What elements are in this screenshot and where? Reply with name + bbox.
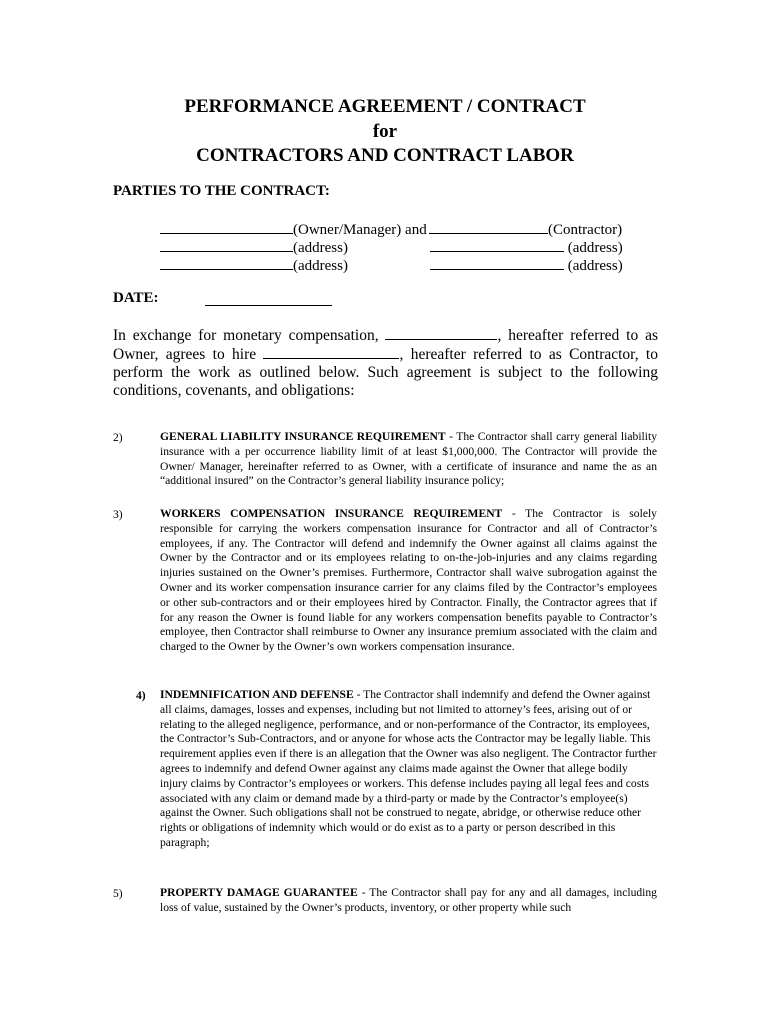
contractor-label: (Contractor) bbox=[548, 222, 623, 238]
intro-paragraph bbox=[113, 326, 658, 400]
title-line-1: PERFORMANCE AGREEMENT / CONTRACT bbox=[184, 96, 586, 117]
contractor-address-blank-2[interactable] bbox=[430, 256, 564, 270]
owner-address-blank-1[interactable] bbox=[160, 238, 293, 252]
section-text: - The Contractor shall indemnify and defend the Owner against all claims, damages, losses and expenses, including but not limited to attorney’s fees, arising out of or relating to the alleged negligence, performance, and or non-performance of the Contractor, its employees, the Contractor’s Sub-Contractors, and or anyone for whose acts the Contractor may be legally liable. This requirement applies even if there is an allegation that the Owner was also negligent. The Contractor further agrees to indemnify and defend Owner against any claims made against the Owner that allege bodily injury claims by Contractor’s employees or workers. This defense includes paying all legal fees and costs associated with any claim or demand made by a third-party or made by the Contractor’s employee(s) against the Owner. Such obligations shall not be construed to negate, abridge, or otherwise reduce other rights or obligations of indemnity which would or do exist as to a party or person described in this paragraph; bbox=[160, 688, 657, 849]
section-text: - The Contractor shall carry general liability insurance with a per occurrence liability limit of at least $1,000,000. The Contractor will provide the Owner/ Manager, hereinafter referred to as Owner, with a certificate of insurance and name the as an “additional insured” on the Contractor’s general liability insurance policy; bbox=[160, 430, 657, 488]
section-number: 3) bbox=[113, 508, 123, 521]
date-blank[interactable] bbox=[205, 305, 332, 306]
contractor-address-field-1 bbox=[430, 238, 623, 257]
owner-blank[interactable] bbox=[160, 220, 293, 234]
section-workers-compensation bbox=[160, 507, 657, 655]
section-heading: GENERAL LIABILITY INSURANCE REQUIREMENT bbox=[160, 430, 446, 443]
section-indemnification bbox=[160, 688, 657, 851]
section-number: 2) bbox=[113, 431, 123, 444]
address-label: (address) bbox=[567, 240, 623, 256]
date-label: DATE: bbox=[113, 290, 159, 306]
intro-part-3: , hereafter referred to as Contractor, to perform the work as outlined below. Such agreement is subject to the following conditions, covenants, and obligations: bbox=[113, 346, 658, 399]
contractor-field bbox=[429, 220, 622, 239]
intro-part-1: In exchange for monetary compensation, bbox=[113, 327, 379, 344]
section-general-liability bbox=[160, 430, 657, 489]
section-text: - The Contractor shall pay for any and all damages, including loss of value, sustained by the Owner’s products, inventory, or other property while such bbox=[160, 886, 657, 914]
title-line-2: for bbox=[372, 121, 398, 142]
parties-heading: PARTIES TO THE CONTRACT: bbox=[113, 183, 330, 199]
owner-name-blank[interactable] bbox=[385, 326, 497, 340]
owner-address-field-1 bbox=[160, 238, 348, 257]
contractor-address-field-2 bbox=[430, 256, 623, 275]
contractor-address-blank-1[interactable] bbox=[430, 238, 564, 252]
owner-field bbox=[160, 220, 427, 239]
section-property-damage bbox=[160, 886, 657, 916]
contractor-name-blank[interactable] bbox=[263, 345, 399, 359]
owner-address-blank-2[interactable] bbox=[160, 256, 293, 270]
address-label: (address) bbox=[293, 240, 348, 256]
section-number: 5) bbox=[113, 887, 123, 900]
owner-address-field-2 bbox=[160, 256, 348, 275]
owner-label: (Owner/Manager) and bbox=[293, 222, 427, 238]
section-heading: WORKERS COMPENSATION INSURANCE REQUIREMENT bbox=[160, 507, 503, 520]
address-label: (address) bbox=[567, 258, 623, 274]
contractor-blank[interactable] bbox=[429, 220, 548, 234]
intro-part-2: , hereafter referred to as Owner, agrees to hire bbox=[113, 327, 658, 363]
section-heading: PROPERTY DAMAGE GUARANTEE bbox=[160, 886, 358, 899]
section-number: 4) bbox=[136, 689, 146, 702]
section-text: - The Contractor is solely responsible for carrying the workers compensation insurance for Contractor and all of Contractor’s employees, if any. The Contractor will defend and indemnify the Owner against all claims against the Owner by the Contractor and or its employees relating to on-the-job-injuries and any claims regarding injuries sustained on the Owner’s premises. Furthermore, Contractor shall waive subrogation against the Owner and its worker compensation insurance carrier for any claims filed by the Contractor’s employees or other sub-contractors and or their employees hired by Contractor. Finally, the Contractor agrees that if for any reason the Owner is found liable for any workers compensation benefits payable to Contractor’s employee, then Contractor shall reimburse to Owner any insurance premium associated with the claim and charged to the Owner by the Owner’s own workers compensation insurance. bbox=[160, 507, 657, 654]
title-line-3: CONTRACTORS AND CONTRACT LABOR bbox=[196, 145, 574, 166]
address-label: (address) bbox=[293, 258, 348, 274]
section-heading: INDEMNIFICATION AND DEFENSE bbox=[160, 688, 354, 701]
